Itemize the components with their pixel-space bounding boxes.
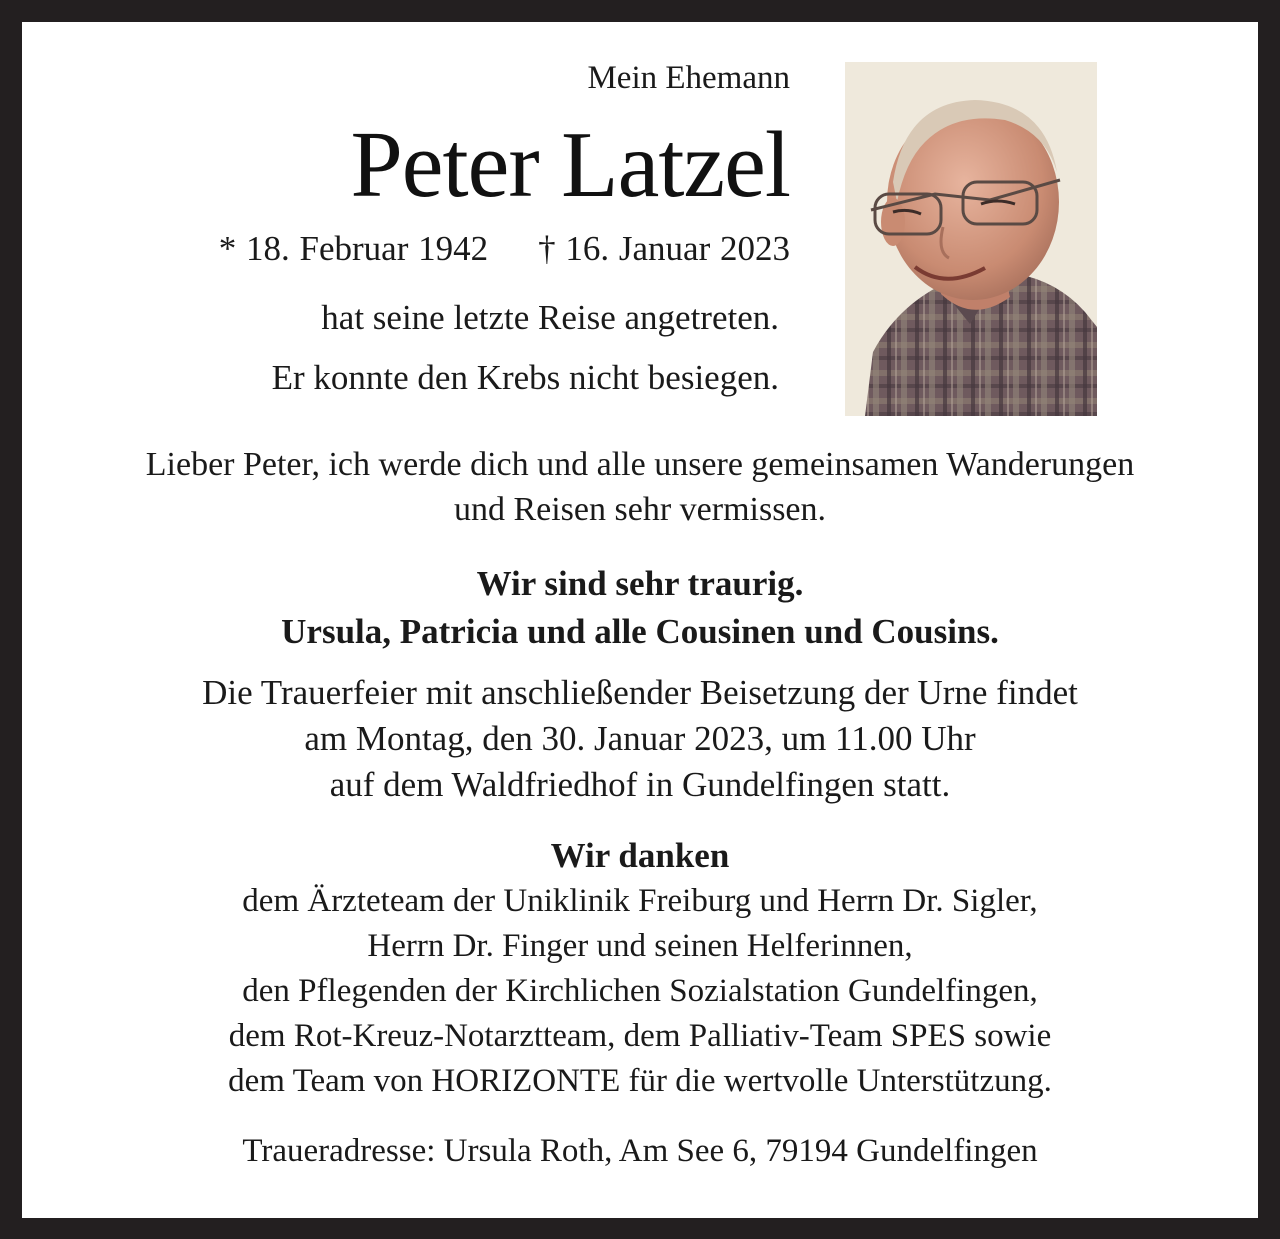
thanks-line: dem Rot-Kreuz-Notarztteam, dem Palliativ-Team SPES sowie <box>228 1018 1052 1054</box>
thanks-line: dem Ärzteteam der Uniklinik Freiburg und Herrn Dr. Sigler, <box>242 883 1038 919</box>
cancer-line: Er konnte den Krebs nicht besiegen. <box>271 358 779 397</box>
ceremony-info <box>22 670 1258 808</box>
header-section <box>22 22 1258 422</box>
obituary-notice <box>22 22 1258 1218</box>
thanks-line: Herrn Dr. Finger und seinen Helferinnen, <box>367 928 913 964</box>
life-dates <box>219 229 790 269</box>
deceased-name: Peter Latzel <box>350 113 790 217</box>
thanks-list <box>22 879 1258 1104</box>
message-line: und Reisen sehr vermissen. <box>453 491 827 528</box>
mourners-names: Ursula, Patricia und alle Cousinen und Cousins. <box>281 612 999 651</box>
ceremony-line: auf dem Waldfriedhof in Gundelfingen statt. <box>329 765 951 804</box>
thanks-heading: Wir danken <box>550 836 730 875</box>
journey-line: hat seine letzte Reise angetreten. <box>321 298 779 337</box>
message-line: Lieber Peter, ich werde dich und alle unsere gemeinsamen Wanderungen <box>145 446 1135 483</box>
mourners-block <box>22 560 1258 656</box>
thanks-line: dem Team von HORIZONTE für die wertvolle Unterstützung. <box>228 1063 1052 1099</box>
portrait-photo <box>845 62 1097 416</box>
birth-date: * 18. Februar 1942 <box>218 229 489 268</box>
intro-text: Mein Ehemann <box>587 60 790 96</box>
mourning-address: Traueradresse: Ursula Roth, Am See 6, 79194 Gundelfingen <box>242 1133 1038 1169</box>
ceremony-line: am Montag, den 30. Januar 2023, um 11.00 Uhr <box>304 719 976 758</box>
portrait-image <box>845 62 1097 416</box>
death-date: † 16. Januar 2023 <box>538 229 790 268</box>
thanks-line: den Pflegenden der Kirchlichen Sozialstation Gundelfingen, <box>242 973 1038 1009</box>
ceremony-line: Die Trauerfeier mit anschließender Beisetzung der Urne findet <box>202 673 1078 712</box>
personal-message <box>22 442 1258 532</box>
mourners-line: Wir sind sehr traurig. <box>476 564 804 603</box>
